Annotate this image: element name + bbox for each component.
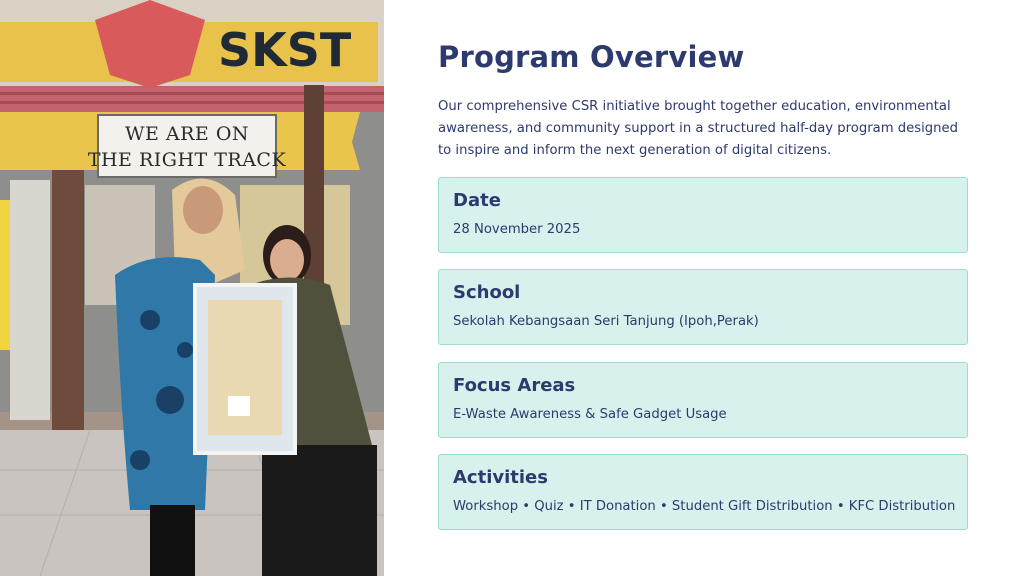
page-title: Program Overview bbox=[438, 40, 745, 74]
school-card bbox=[438, 269, 968, 345]
activities-card-text: Workshop • Quiz • IT Donation • Student Gift Distribution • KFC Distribution bbox=[453, 499, 956, 514]
school-card-text: Sekolah Kebangsaan Seri Tanjung (Ipoh,Perak) bbox=[453, 314, 759, 329]
sign-line-1: WE ARE ON bbox=[124, 123, 250, 145]
event-photo-illustration bbox=[0, 0, 384, 576]
event-photo bbox=[0, 0, 384, 576]
focus-areas-card-title: Focus Areas bbox=[453, 375, 576, 396]
focus-areas-card bbox=[438, 362, 968, 438]
sign-line-2: THE RIGHT TRACK bbox=[87, 149, 287, 171]
activities-card bbox=[438, 454, 968, 530]
board-text: SKST bbox=[218, 23, 352, 77]
focus-areas-card-text: E-Waste Awareness & Safe Gadget Usage bbox=[453, 407, 727, 422]
date-card-title: Date bbox=[453, 190, 501, 211]
date-card-text: 28 November 2025 bbox=[453, 222, 581, 237]
school-card-title: School bbox=[453, 282, 521, 303]
date-card bbox=[438, 177, 968, 253]
intro-paragraph: Our comprehensive CSR initiative brought together education, environmental awareness, and community support in a structured half-day program designed to inspire and inform the next generation of digital citizens. bbox=[438, 99, 959, 158]
activities-card-title: Activities bbox=[453, 467, 548, 488]
